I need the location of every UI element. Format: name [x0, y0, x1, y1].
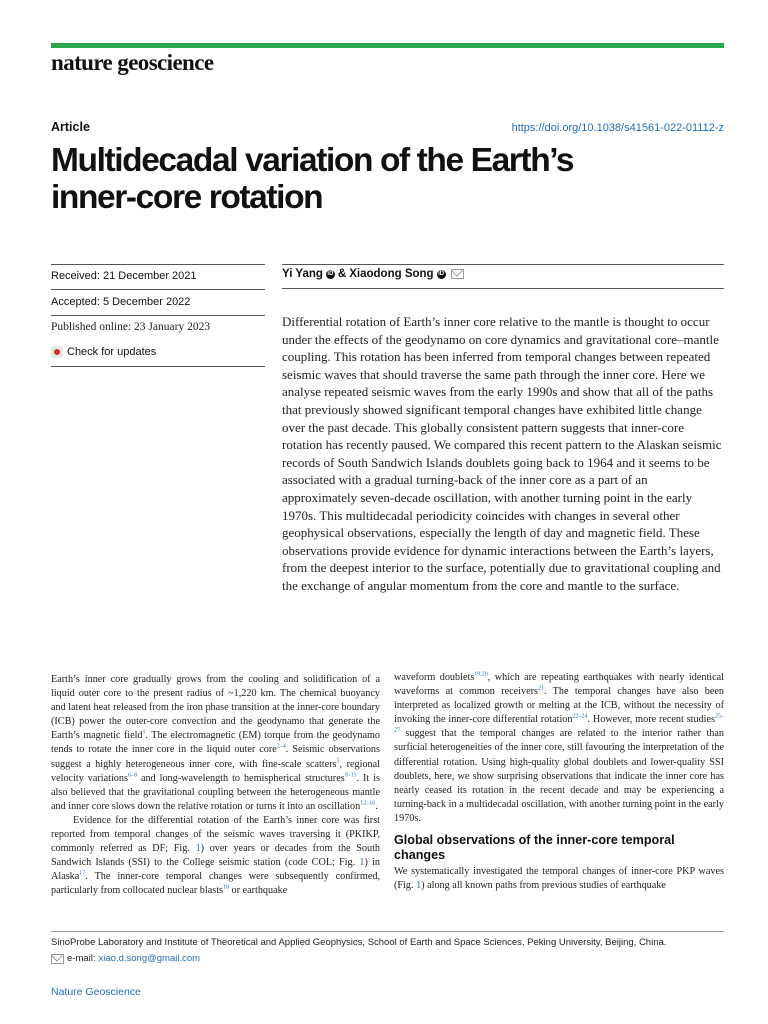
journal-name: nature geoscience	[51, 50, 214, 75]
citation-link[interactable]: 6–8	[127, 772, 137, 779]
figure-link[interactable]: 1	[359, 857, 365, 869]
body-paragraph: waveform doublets$^{19,20}$, which are repeating earthquakes with nearly identical waveforms at common receivers$^{21}$. The temporal changes have also been interpreted as localized growth or melting at the ICB, without the necessity of invoking the inner-core differential rotation$^{22-24}$. However, more recent studies$^{25-27}$ suggest that the temporal changes are related to the interior rather than surficial heterogeneities of the inner core, still favouring the interpretation of the differential rotation. Using high-quality global doublets and lower-quality SSI doublets, here, we show surprising observations that indicate the inner core has nearly ceased its rotation in the recent decade and may be experiencing a turning-back in a multidecadal oscillation, with another turning point in the early 1970s.	[394, 671, 724, 824]
footnote-divider	[51, 931, 724, 932]
author-name[interactable]: Xiaodong Song	[349, 268, 434, 280]
author-name[interactable]: Yi Yang	[282, 268, 323, 280]
meta-divider	[51, 289, 265, 290]
citation-link[interactable]: 12–16	[360, 800, 376, 807]
doi-link[interactable]: https://doi.org/10.1038/s41561-022-01112-z	[511, 122, 724, 134]
body-column-right	[394, 671, 724, 893]
figure-link[interactable]: 1	[416, 880, 422, 892]
meta-divider	[51, 315, 265, 316]
check-updates-label: Check for updates	[67, 346, 157, 358]
authors-divider	[282, 288, 724, 289]
body-column-left	[51, 673, 380, 899]
check-for-updates-button[interactable]	[51, 346, 156, 358]
section-heading: Global observations of the inner-core temporal changes	[394, 833, 675, 862]
email-label: e-mail:	[67, 953, 96, 964]
citation-link[interactable]: 17	[79, 870, 86, 877]
meta-divider	[51, 264, 265, 265]
article-type-label: Article	[51, 120, 90, 134]
citation-link[interactable]: 21	[537, 685, 544, 692]
accepted-date: Accepted: 5 December 2022	[51, 296, 191, 308]
title-line-1: Multidecadal variation of the Earth’s	[51, 142, 574, 179]
article-title	[51, 142, 731, 216]
figure-link[interactable]: 1	[195, 843, 201, 855]
affiliation: SinoProbe Laboratory and Institute of Theoretical and Applied Geophysics, School of Earth and Space Sciences, Peking University, Beijing, China.	[51, 937, 667, 948]
citation-link[interactable]: 19,20	[474, 671, 488, 678]
email-line	[51, 953, 200, 964]
citation-link[interactable]: 9–11	[344, 772, 357, 779]
citation-link[interactable]: 22–24	[572, 713, 588, 720]
mail-icon	[51, 954, 64, 964]
author-separator: &	[337, 268, 347, 280]
body-paragraph: Earth’s inner core gradually grows from the cooling and solidification of a liquid outer core to the present radius of ~1,220 km. The chemical buoyancy and latent heat released from the iron phase transition at the inner-core boundary (ICB) power the outer-core convection and the geodynamo that generate the Earth’s magnetic field$^1$. The electromagnetic (EM) torque from the geodynamo tends to rotate the inner core in the liquid outer core$^{2-4}$. Seismic observations suggest a highly heterogeneous inner core, with fine-scale scatters$^5$, regional velocity variations$^{6-8}$ and long-wavelength to hemispherical structures$^{9-11}$. It is also believed that the gravitational coupling between the heterogeneous mantle and inner core slows down the relative rotation or turns it into an oscillation$^{12-16}$.	[51, 674, 380, 812]
mail-icon[interactable]	[451, 269, 464, 279]
orcid-icon[interactable]: iD	[438, 270, 445, 277]
meta-divider	[51, 366, 265, 367]
citation-link[interactable]: 2–4	[276, 744, 286, 751]
orcid-icon[interactable]: iD	[327, 270, 334, 277]
journal-header-bar	[51, 43, 724, 48]
citation-link[interactable]: 5	[336, 758, 340, 765]
received-date: Received: 21 December 2021	[51, 270, 197, 282]
citation-link[interactable]: 18	[222, 885, 229, 892]
abstract: Differential rotation of Earth’s inner core relative to the mantle is thought to occur under the effects of the geodynamo on core dynamics and gravitational core–mantle coupling. This rotation has been inferred from temporal changes between repeated seismic waves that should traverse the same path through the inner core. Here we analyse repeated seismic waves from the early 1990s and show that all of the paths that previously showed significant temporal changes have exhibited little change over the past decade. This globally consistent pattern suggests that inner-core rotation has recently paused. We compared this recent pattern to the Alaskan seismic records of South Sandwich Islands doublets going back to 1964 and it seems to be associated with a gradual turning-back of the inner core as a part of an approximately seven-decade oscillation, with another turning point in the early 1970s. This multidecadal periodicity coincides with changes in several other geophysical observations, especially the length of day and magnetic field. These observations provide evidence for dynamic interactions between the Earth’s layers, from the deepest interior to the surface, potentially due to gravitational coupling and the exchange of angular momentum from the core and mantle to the surface.	[282, 314, 722, 593]
email-link[interactable]: xiao.d.song@gmail.com	[98, 953, 201, 964]
published-date: Published online: 23 January 2023	[51, 321, 211, 333]
footer-journal-name: Nature Geoscience	[51, 986, 141, 998]
citation-link[interactable]: 25–27	[394, 713, 724, 734]
body-paragraph: We systematically investigated the temporal changes of inner-core PKP waves (Fig. 1) along all known paths from previous studies of earthquake	[394, 866, 724, 892]
title-line-2: inner-core rotation	[51, 179, 323, 216]
citation-link[interactable]: 1	[142, 729, 146, 736]
author-list	[282, 268, 464, 280]
check-updates-icon	[51, 346, 63, 358]
body-paragraph: Evidence for the differential rotation of the Earth’s inner core was first reported from temporal changes of the seismic waves traversing it (PKIKP, commonly referred as DF; Fig. 1) over years or decades from the South Sandwich Islands (SSI) to the College seismic station (code COL; Fig. 1) in Alaska$^{17}$. The inner-core temporal changes were subsequently confirmed, particularly from collocated nuclear blasts$^{18}$ or earthquake	[51, 814, 380, 897]
authors-divider	[282, 264, 724, 265]
